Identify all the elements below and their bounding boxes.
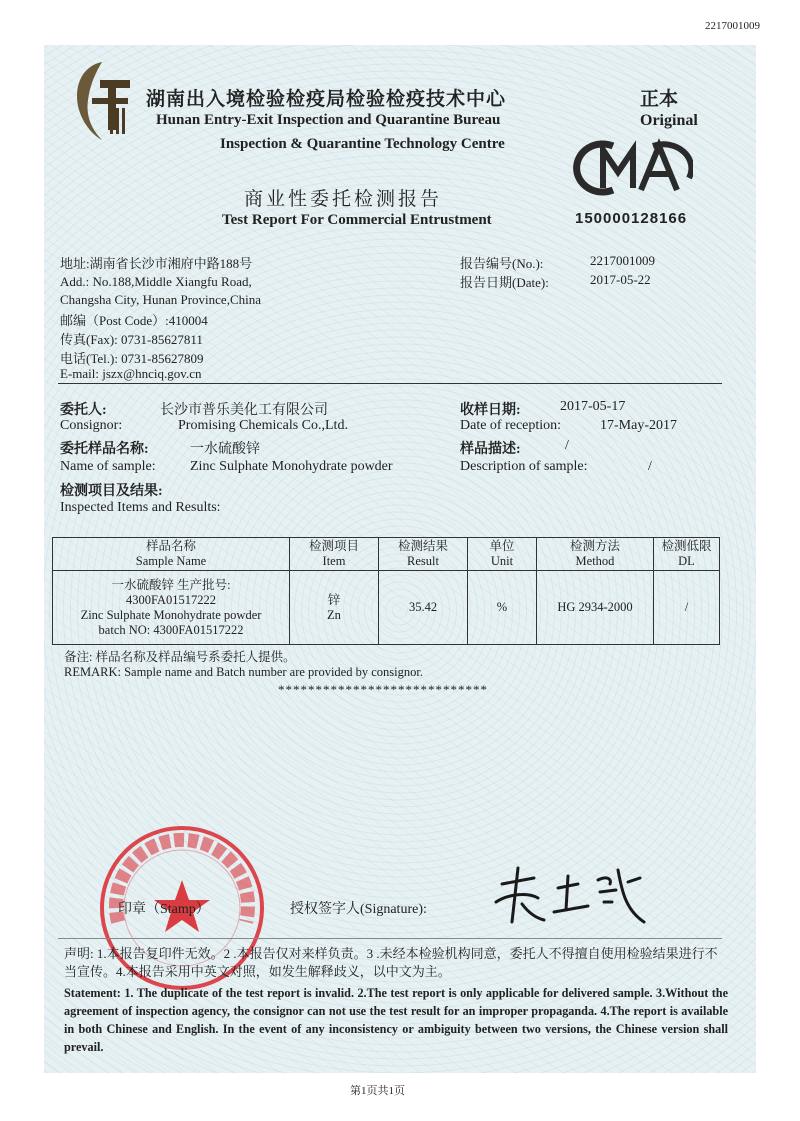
- remark-cn: 备注: 样品名称及样品编号系委托人提供。: [64, 650, 296, 664]
- items-en-label: Inspected Items and Results:: [60, 500, 221, 515]
- address-en-line1: Add.: No.188,Middle Xiangfu Road,: [60, 274, 252, 289]
- sample-en-label: Name of sample:: [60, 459, 156, 474]
- cma-number: 150000128166: [575, 210, 688, 227]
- handwritten-signature: [488, 862, 658, 928]
- fax: 传真(Fax): 0731-85627811: [60, 332, 203, 347]
- report-date-value: 2017-05-22: [590, 272, 651, 287]
- header-method: 检测方法 Method: [537, 538, 654, 571]
- center-name-cn: 湖南出入境检验检疫局检验检疫技术中心: [146, 88, 507, 110]
- statement-cn: 声明: 1.本报告复印件无效。2 .本报告仅对来样负责。3 .未经本检验机构同意，委托人不得擅自使用检验结果进行不当宣传。4.本报告采用中英文对照，如发生解释歧义，以中文为主。: [64, 946, 718, 979]
- bureau-logo: [72, 58, 134, 148]
- cell-dl: /: [654, 571, 720, 645]
- table-header-row: [53, 538, 720, 571]
- table-row: [53, 571, 720, 645]
- end-of-report-stars: ****************************: [278, 682, 488, 697]
- document-number: 2217001009: [705, 20, 760, 32]
- report-no-value: 2217001009: [590, 253, 655, 268]
- reception-cn-label: 收样日期:: [460, 403, 521, 418]
- post-code: 邮编（Post Code）:410004: [60, 313, 208, 328]
- signature-label: 授权签字人(Signature):: [290, 902, 427, 917]
- description-cn: /: [565, 438, 569, 453]
- report-title-en: Test Report For Commercial Entrustment: [222, 212, 492, 228]
- address-en-line2: Changsha City, Hunan Province,China: [60, 292, 261, 307]
- statement-en: Statement: 1. The duplicate of the test report is invalid. 2.The test report is only applicable for delivered sample. 3.Without the agreement of inspection agency, the consignor can not use the test result for an improper propaganda. 4.The report is available in both Chinese and English. In the event of any inconsistency or ambiguity between two versions, the Chinese version shall prevail.: [64, 986, 728, 1054]
- original-label-en: Original: [640, 112, 698, 129]
- header-result: 检测结果 Result: [379, 538, 468, 571]
- description-cn-label: 样品描述:: [460, 442, 521, 457]
- consignor-cn: 长沙市普乐美化工有限公司: [160, 403, 328, 418]
- header-unit: 单位 Unit: [468, 538, 537, 571]
- consignor-en-label: Consignor:: [60, 418, 123, 433]
- header-dl: 检测低限 DL: [654, 538, 720, 571]
- statement-divider: [58, 938, 722, 939]
- results-table: [52, 537, 720, 645]
- header-sample-name: 样品名称 Sample Name: [53, 538, 290, 571]
- description-en-label: Description of sample:: [460, 459, 588, 474]
- description-en: /: [648, 459, 652, 474]
- report-no-label: 报告编号(No.):: [460, 256, 544, 271]
- consignor-en: Promising Chemicals Co.,Ltd.: [178, 418, 348, 433]
- cma-certification-mark: [573, 138, 693, 198]
- report-title-cn: 商业性委托检测报告: [244, 188, 443, 210]
- cell-sample-name: 一水硫酸锌 生产批号: 4300FA01517222 Zinc Sulphate Monohydrate powder batch NO: 4300FA01517222: [53, 571, 290, 645]
- sample-cn-label: 委托样品名称:: [60, 442, 149, 457]
- sample-en: Zinc Sulphate Monohydrate powder: [190, 459, 393, 474]
- bureau-name-en: Hunan Entry-Exit Inspection and Quarantine Bureau: [156, 112, 501, 128]
- items-cn-label: 检测项目及结果:: [60, 484, 163, 499]
- telephone: 电话(Tel.): 0731-85627809: [60, 351, 204, 366]
- reception-en: 17-May-2017: [600, 418, 677, 433]
- reception-en-label: Date of reception:: [460, 418, 562, 433]
- consignor-cn-label: 委托人:: [60, 403, 107, 418]
- stamp-label: 印章（Stamp）: [118, 902, 210, 917]
- email: E-mail: jszx@hnciq.gov.cn: [60, 366, 202, 381]
- section-divider: [58, 383, 722, 384]
- cell-unit: %: [468, 571, 537, 645]
- address-cn: 地址:湖南省长沙市湘府中路188号: [60, 256, 253, 271]
- cell-item: 锌 Zn: [290, 571, 379, 645]
- remark-en: REMARK: Sample name and Batch number are provided by consignor.: [64, 665, 423, 679]
- cell-method: HG 2934-2000: [537, 571, 654, 645]
- original-label-cn: 正本: [640, 88, 679, 110]
- sample-cn: 一水硫酸锌: [190, 442, 260, 457]
- header-item: 检测项目 Item: [290, 538, 379, 571]
- cell-result: 35.42: [379, 571, 468, 645]
- report-date-label: 报告日期(Date):: [460, 275, 549, 290]
- centre-name-en: Inspection & Quarantine Technology Centre: [220, 136, 505, 152]
- page-number: 第1页共1页: [350, 1085, 405, 1097]
- reception-cn: 2017-05-17: [560, 399, 626, 414]
